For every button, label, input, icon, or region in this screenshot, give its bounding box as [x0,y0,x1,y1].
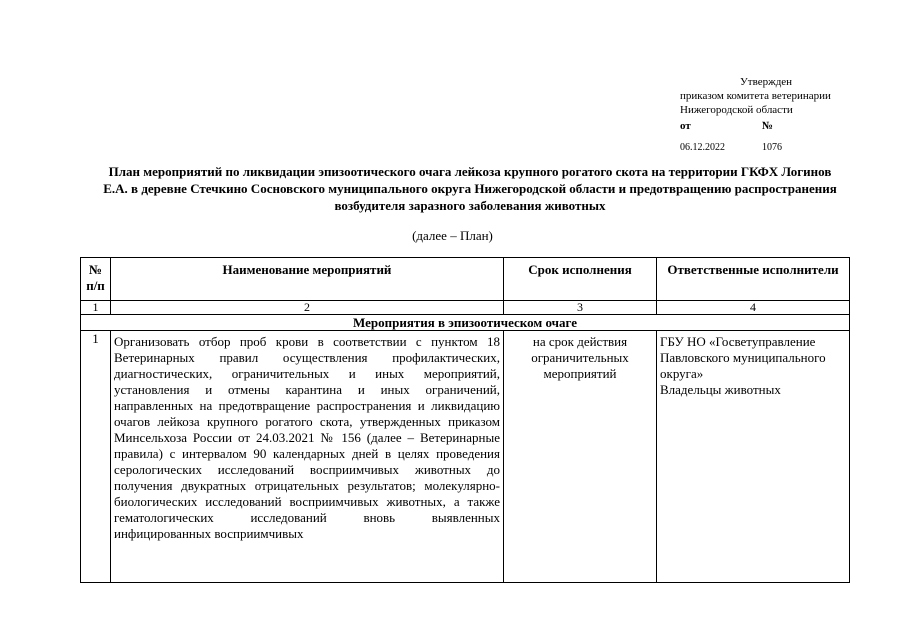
document-subtitle: (далее – План) [412,228,493,243]
approval-values [680,141,880,155]
approval-labels [680,119,880,133]
approval-number: 1076 [762,142,782,153]
column-number: 2 [111,301,504,315]
row-responsible [657,331,850,583]
approval-stamp [680,75,880,155]
table-row [81,331,850,583]
section-title: Мероприятия в эпизоотическом очаге [81,315,850,331]
approval-date: 06.12.2022 [680,142,725,153]
column-number-row [81,301,850,315]
document-title: План мероприятий по ликвидации эпизоотического очага лейкоза крупного рогатого скота на территории ГКФХ Логинов Е.А. в деревне Стечкино Сосновского муниципального округа Нижегородской области и предотвращению распространения возбудителя заразного заболевания животных [103,164,837,213]
approval-number-label: № [762,120,774,132]
approval-order-line: приказом комитета ветеринарии [680,90,831,102]
column-number: 3 [504,301,657,315]
plan-table [80,257,850,583]
row-number: 1 [81,331,111,583]
table-header-row [81,258,850,301]
approval-from-label: от [680,120,691,132]
responsible-organization: ГБУ НО «Госветуправление Павловского муниципального округа» [660,334,826,381]
responsible-owners: Владельцы животных [660,382,781,397]
approval-region-line: Нижегородской области [680,104,793,116]
column-number: 1 [81,301,111,315]
header-name: Наименование мероприятий [111,258,504,301]
header-responsible: Ответственные исполнители [657,258,850,301]
section-row [81,315,850,331]
header-term: Срок исполнения [504,258,657,301]
row-description: Организовать отбор проб крови в соответствии с пунктом 18 Ветеринарных правил осуществления профилактических, диагностических, ограничительных и иных мероприятий, установления и отмены карантина и иных ограничений, направленных на предотвращение распространения и ликвидацию очагов лейкоза крупного рогатого скота, утвержденных приказом Минсельхоза России от 24.03.2021 № 156 (далее – Ветеринарные правила) с интервалом 90 календарных дней в целях проведения серологических исследований восприимчивых животных до получения двукратных отрицательных результатов; молекулярно-биологических исследований восприимчивых животных, а также гематологических исследований вновь выявленных инфицированных восприимчивых [111,331,504,583]
approval-heading: Утвержден [740,76,793,88]
column-number: 4 [657,301,850,315]
row-term: на срок действия ограничительных мероприятий [504,331,657,583]
header-num: № п/п [81,258,111,301]
